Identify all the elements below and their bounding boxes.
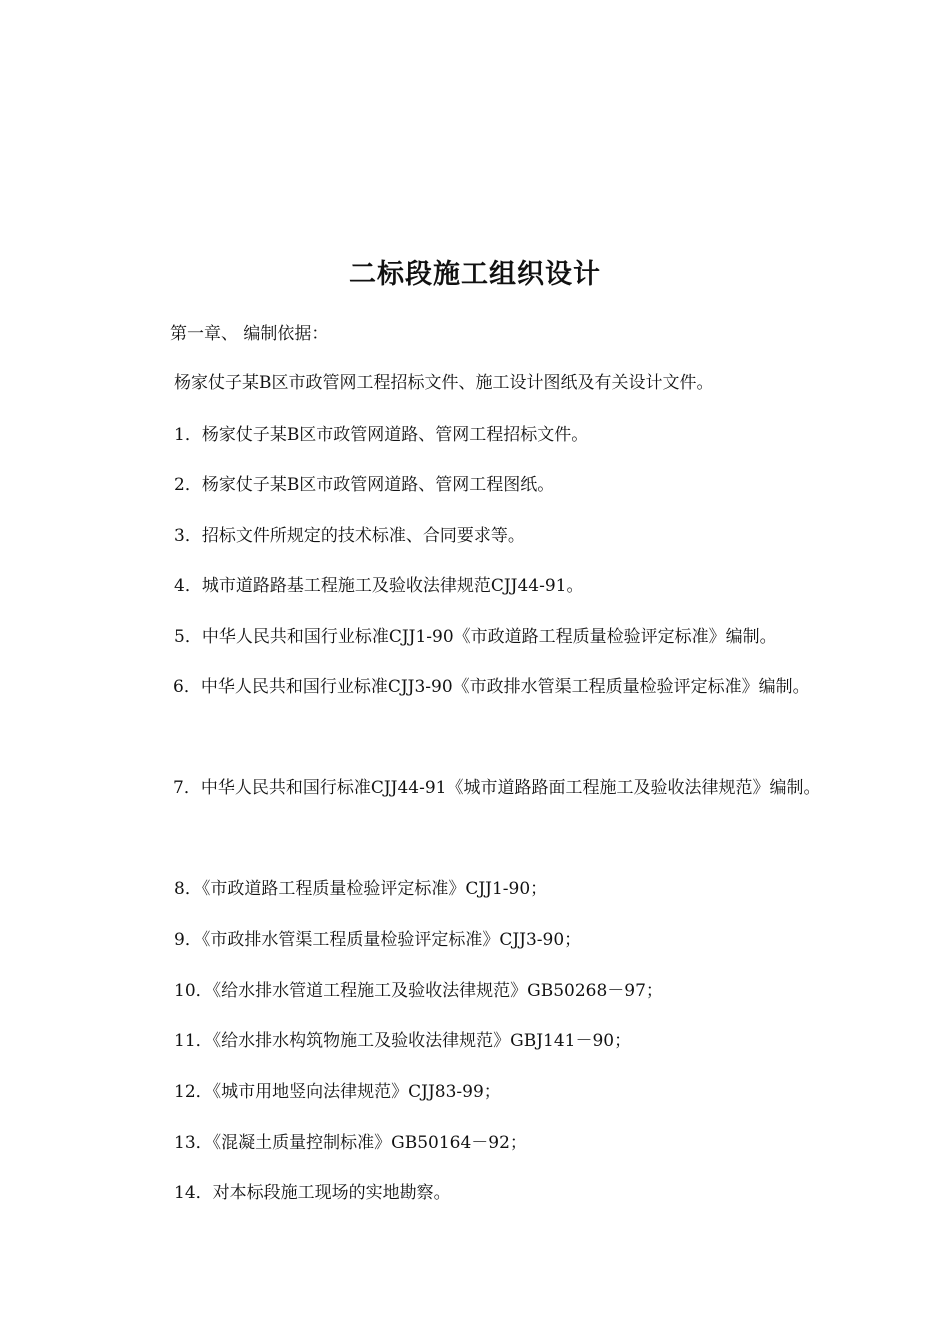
list-item-5: 5．中华人民共和国行业标准CJJ1-90《市政道路工程质量检验评定标准》编制。 <box>174 627 777 647</box>
list-item-12: 12．《城市用地竖向法律规范》CJJ83-99； <box>174 1082 501 1102</box>
list-item-2: 2．杨家仗子某B区市政管网道路、管网工程图纸。 <box>174 475 555 495</box>
chapter-heading: 第一章、 编制依据： <box>170 324 329 344</box>
document-title: 二标段施工组织设计 <box>349 259 601 290</box>
list-item-8: 8．《市政道路工程质量检验评定标准》CJJ1-90； <box>174 879 548 899</box>
list-item-14: 14．对本标段施工现场的实地勘察。 <box>174 1183 451 1203</box>
list-item-11: 11．《给水排水构筑物施工及验收法律规范》GBJ141－90； <box>174 1031 632 1051</box>
list-item-13: 13．《混凝土质量控制标准》GB50164－92； <box>174 1133 527 1153</box>
list-item-3: 3．招标文件所规定的技术标准、合同要求等。 <box>174 526 525 546</box>
list-item-4: 4．城市道路路基工程施工及验收法律规范CJJ44-91。 <box>174 576 584 596</box>
list-item-10: 10．《给水排水管道工程施工及验收法律规范》GB50268－97； <box>174 981 663 1001</box>
list-item-1: 1．杨家仗子某B区市政管网道路、管网工程招标文件。 <box>174 425 589 445</box>
list-item-6: 6．中华人民共和国行业标准CJJ3-90《市政排水管渠工程质量检验评定标准》编制。 <box>173 677 810 697</box>
list-item-9: 9．《市政排水管渠工程质量检验评定标准》CJJ3-90； <box>174 930 582 950</box>
intro-paragraph: 杨家仗子某B区市政管网工程招标文件、施工设计图纸及有关设计文件。 <box>174 373 714 393</box>
list-item-7: 7．中华人民共和国行标准CJJ44-91《城市道路路面工程施工及验收法律规范》编制。 <box>173 778 821 798</box>
